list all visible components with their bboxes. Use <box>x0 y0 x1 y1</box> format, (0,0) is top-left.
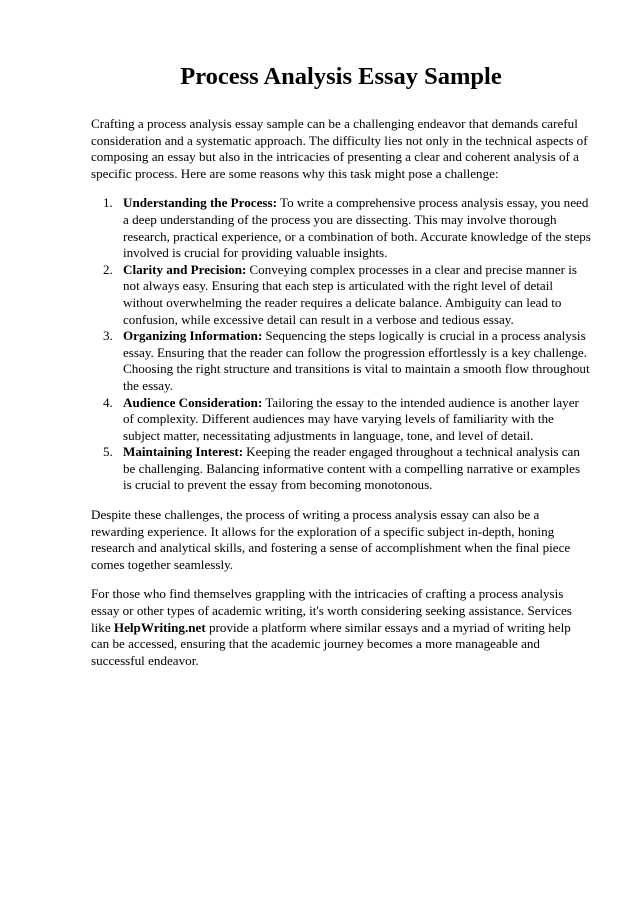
list-item-number: 1. <box>103 195 113 211</box>
document-page <box>91 62 591 682</box>
list-item-text: Keeping the reader engaged throughout a technical analysis can be challenging. Balancing informative content with a compelling narrative or examples is crucial to prevent the essay from becoming monotonous. <box>123 444 581 493</box>
list-item-text: To write a comprehensive process analysis essay, you need a deep understanding of the process you are dissecting. This may involve thorough research, practical experience, or a combination of both. Accurate knowledge of the steps involved is crucial for providing valuable insights. <box>123 195 591 261</box>
list-item <box>91 195 591 261</box>
page-title: Process Analysis Essay Sample <box>180 63 502 90</box>
list-item <box>91 328 591 394</box>
list-item <box>91 262 591 328</box>
list-item-heading: Organizing Information: <box>123 328 263 344</box>
list-item-text: Sequencing the steps logically is crucial in a process analysis essay. Ensuring that the reader can follow the progression effortlessly is a key challenge. Choosing the right structure and transitions is vital to maintain a smooth flow throughout the essay. <box>123 328 590 393</box>
list-item-heading: Understanding the Process: <box>123 195 277 211</box>
body-paragraph-3 <box>91 586 591 669</box>
list-item <box>91 444 591 494</box>
list-item-number: 3. <box>103 328 113 344</box>
list-item-text: Conveying complex processes in a clear and precise manner is not always easy. Ensuring that each step is articulated with the right level of detail without overwhelming the reader requires a delicate balance. Ambiguity can lead to confusion, while excessive detail can result in a verbose and tedious essay. <box>123 261 578 327</box>
body-paragraph-2: Despite these challenges, the process of writing a process analysis essay can also be a rewarding experience. It allows for the exploration of a specific subject in-depth, honing research and analytical skills, and fostering a sense of accomplishment when the final piece comes together seamlessly. <box>91 507 571 572</box>
list-item-heading: Maintaining Interest: <box>123 444 244 460</box>
list-item-number: 4. <box>103 394 113 410</box>
list-item-heading: Audience Consideration: <box>123 394 263 410</box>
list-item <box>91 395 591 445</box>
list-item-heading: Clarity and Precision: <box>123 261 247 277</box>
intro-paragraph: Crafting a process analysis essay sample can be a challenging endeavor that demands careful consideration and a systematic approach. The difficulty lies not only in the technical aspects of composing an essay but also in the intricacies of presenting a clear and coherent analysis of a specific process. Here are some reasons why this task might pose a challenge: <box>91 116 588 181</box>
challenges-list <box>91 195 591 494</box>
list-item-number: 2. <box>103 261 113 277</box>
list-item-text: Tailoring the essay to the intended audience is another layer of complexity. Different audiences may have varying levels of familiarity with the subject matter, necessitating adjustments in language, tone, and level of detail. <box>123 394 579 443</box>
paragraph-3-lead-text: For those who find themselves grappling with the intricacies of crafting a process analysis essay or other types of academic writing, it's worth considering seeking assistance. Services like <box>91 586 572 635</box>
paragraph-3-trailing-text: provide a platform where similar essays and a myriad of writing help can be accessed, ensuring that the academic journey becomes a more manageable and successful endeavor. <box>91 619 571 668</box>
list-item-number: 5. <box>103 444 113 460</box>
helpwriting-link[interactable]: HelpWriting.net <box>113 619 206 635</box>
